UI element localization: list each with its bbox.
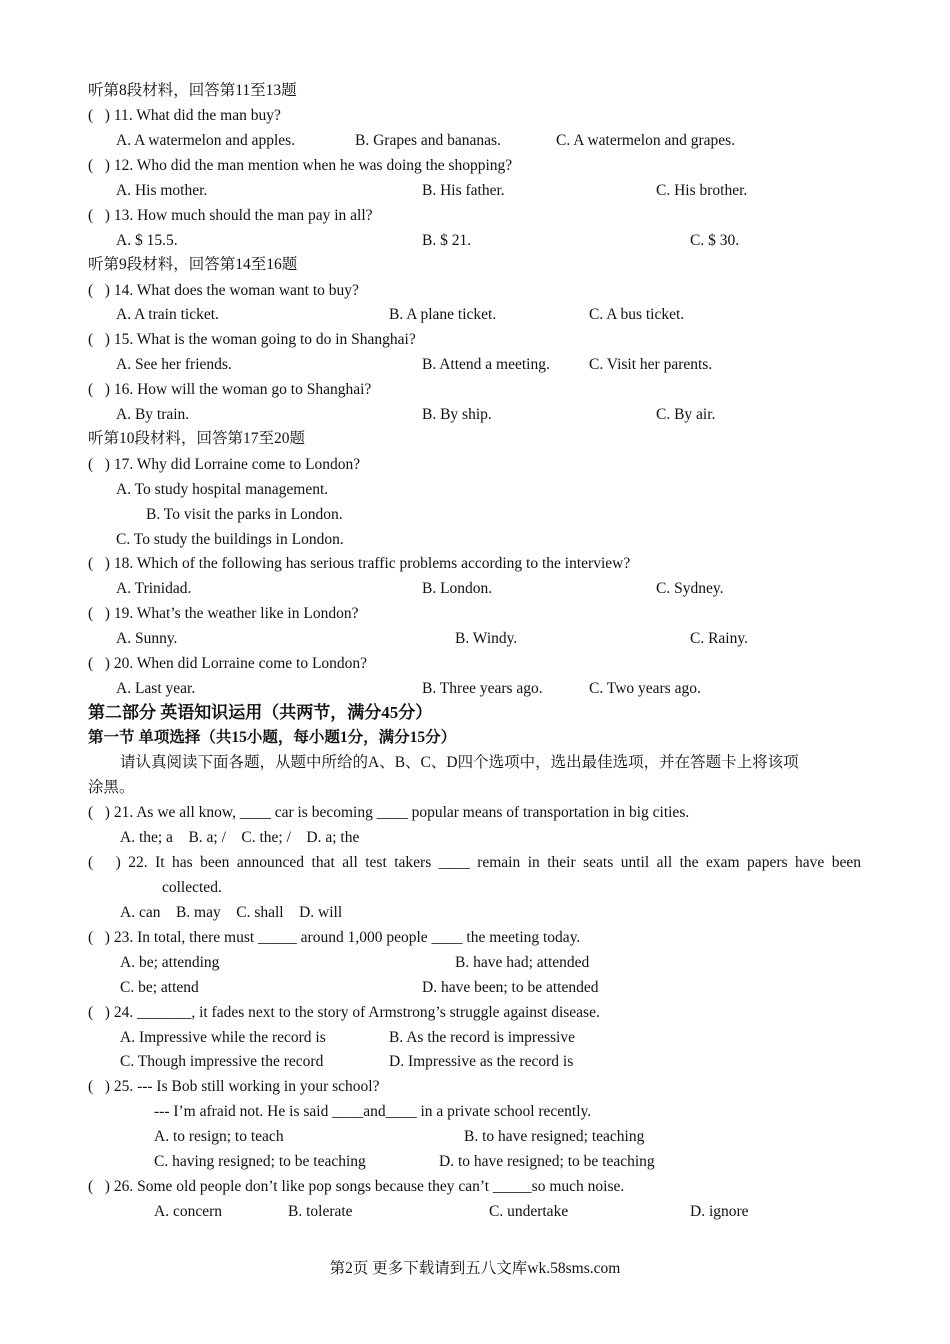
- text-line: 听第8段材料，回答第11至13题: [88, 82, 297, 99]
- text-line: ( ) 16. How will the woman go to Shanghai?: [88, 381, 372, 398]
- text-line: A. Trinidad.: [116, 580, 192, 597]
- text-line: C. $ 30.: [690, 232, 740, 249]
- text-line: B. Windy.: [455, 630, 518, 647]
- text-line: C. be; attend: [120, 979, 199, 996]
- text-line: ( ) 24. _______, it fades next to the story of Armstrong’s struggle against disease.: [88, 1004, 600, 1021]
- text-line: --- I’m afraid not. He is said ____and____ in a private school recently.: [154, 1103, 592, 1120]
- text-line: A. His mother.: [116, 182, 208, 199]
- text-line: A. Sunny.: [116, 630, 178, 647]
- text-line: A. can B. may C. shall D. will: [120, 904, 343, 921]
- text-line: ( ) 18. Which of the following has serious traffic problems according to the interview?: [88, 555, 631, 572]
- text-line: ( ) 19. What’s the weather like in London?: [88, 605, 359, 622]
- text-line: A. To study hospital management.: [116, 481, 329, 498]
- text-line: C. Sydney.: [656, 580, 724, 597]
- text-line: 涂黑。: [88, 779, 135, 796]
- text-line: C. A bus ticket.: [589, 306, 685, 323]
- text-line: B. to have resigned; teaching: [464, 1128, 645, 1145]
- text-line: D. to have resigned; to be teaching: [439, 1153, 655, 1170]
- text-line: B. Grapes and bananas.: [355, 132, 501, 149]
- text-line: C. Visit her parents.: [589, 356, 713, 373]
- text-line: B. tolerate: [288, 1203, 353, 1220]
- text-line: C. undertake: [489, 1203, 569, 1220]
- text-line: C. Rainy.: [690, 630, 748, 647]
- text-line: B. By ship.: [422, 406, 492, 423]
- text-line: C. Two years ago.: [589, 680, 701, 697]
- text-line: ( ) 22. It has been announced that all test takers ____ remain in their seats until all the exam papers have been: [88, 854, 861, 871]
- text-line: A. Impressive while the record is: [120, 1029, 326, 1046]
- text-line: A. A train ticket.: [116, 306, 219, 323]
- text-line: D. ignore: [690, 1203, 749, 1220]
- text-line: 请认真阅读下面各题，从题中所给的A、B、C、D四个选项中，选出最佳选项，并在答题卡上将该项: [120, 754, 799, 771]
- text-line: B. As the record is impressive: [389, 1029, 575, 1046]
- text-line: ( ) 12. Who did the man mention when he was doing the shopping?: [88, 157, 513, 174]
- text-line: A. Last year.: [116, 680, 196, 697]
- text-line: B. have had; attended: [455, 954, 590, 971]
- text-line: C. having resigned; to be teaching: [154, 1153, 366, 1170]
- text-line: D. Impressive as the record is: [389, 1053, 574, 1070]
- text-line: ( ) 14. What does the woman want to buy?: [88, 282, 359, 299]
- text-line: ( ) 11. What did the man buy?: [88, 107, 281, 124]
- text-line: A. A watermelon and apples.: [116, 132, 296, 149]
- text-line: ( ) 26. Some old people don’t like pop songs because they can’t _____so much noise.: [88, 1178, 625, 1195]
- text-line: B. To visit the parks in London.: [146, 506, 343, 523]
- text-line: A. to resign; to teach: [154, 1128, 284, 1145]
- text-line: A. See her friends.: [116, 356, 232, 373]
- text-line: ( ) 15. What is the woman going to do in Shanghai?: [88, 331, 416, 348]
- text-line: D. have been; to be attended: [422, 979, 599, 996]
- text-line: B. Three years ago.: [422, 680, 543, 697]
- text-line: 听第9段材料，回答第14至16题: [88, 256, 298, 273]
- text-line: ( ) 23. In total, there must _____ around 1,000 people ____ the meeting today.: [88, 929, 581, 946]
- text-line: ( ) 25. --- Is Bob still working in your school?: [88, 1078, 380, 1095]
- text-line: C. A watermelon and grapes.: [556, 132, 736, 149]
- page-footer: 第2页 更多下载请到五八文库wk.58sms.com: [329, 1260, 621, 1277]
- text-line: B. Attend a meeting.: [422, 356, 550, 373]
- text-line: A. By train.: [116, 406, 190, 423]
- text-line: B. London.: [422, 580, 493, 597]
- text-line: C. Though impressive the record: [120, 1053, 324, 1070]
- text-line: B. His father.: [422, 182, 505, 199]
- text-line: A. be; attending: [120, 954, 220, 971]
- text-line: ( ) 17. Why did Lorraine come to London?: [88, 456, 361, 473]
- text-line: B. $ 21.: [422, 232, 472, 249]
- text-line: ( ) 21. As we all know, ____ car is becoming ____ popular means of transportation in big cities.: [88, 804, 690, 821]
- text-line: 第一节 单项选择（共15小题，每小题1分，满分15分）: [88, 729, 457, 746]
- text-line: C. To study the buildings in London.: [116, 531, 344, 548]
- text-line: B. A plane ticket.: [389, 306, 497, 323]
- text-line: A. $ 15.5.: [116, 232, 178, 249]
- text-line: 听第10段材料，回答第17至20题: [88, 430, 306, 447]
- text-line: collected.: [162, 879, 222, 896]
- text-line: C. His brother.: [656, 182, 748, 199]
- text-line: A. concern: [154, 1203, 222, 1220]
- text-line: 第二部分 英语知识运用（共两节，满分45分）: [88, 703, 433, 722]
- text-line: ( ) 20. When did Lorraine come to London?: [88, 655, 368, 672]
- text-line: A. the; a B. a; / C. the; / D. a; the: [120, 829, 360, 846]
- text-line: C. By air.: [656, 406, 716, 423]
- text-line: ( ) 13. How much should the man pay in all?: [88, 207, 373, 224]
